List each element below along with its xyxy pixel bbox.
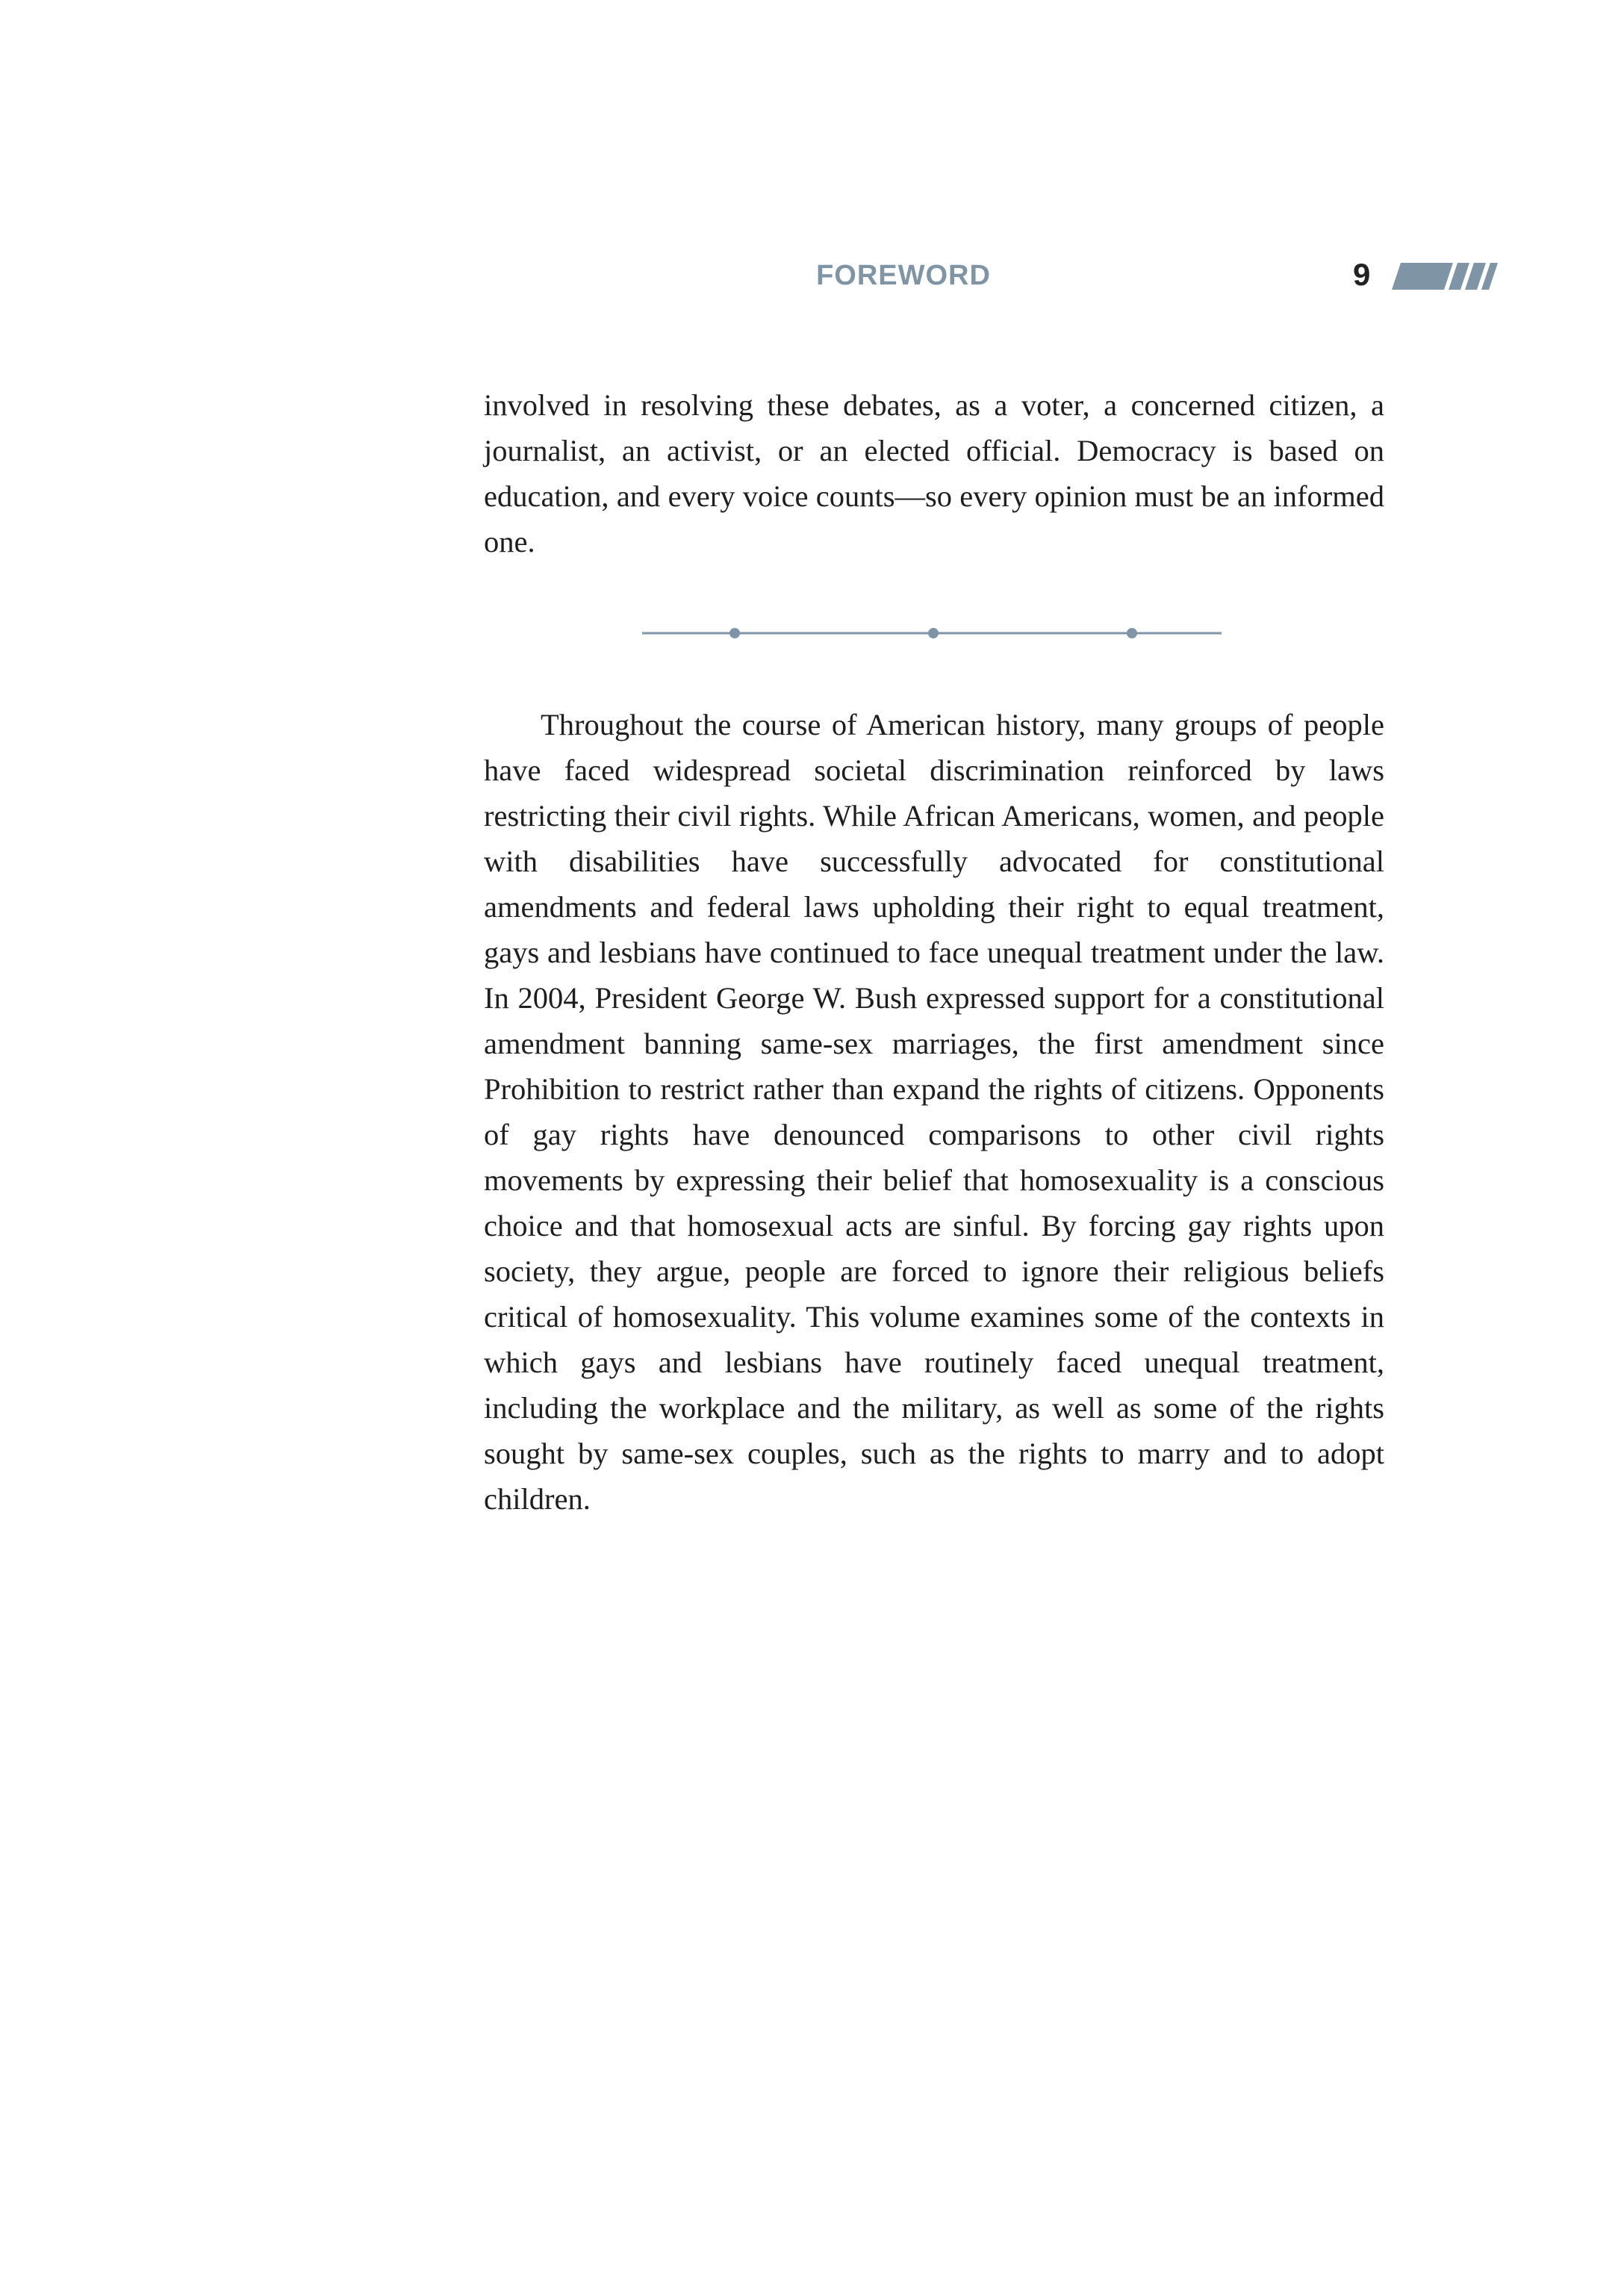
running-head-title: FOREWORD [816, 260, 991, 291]
page-number: 9 [1353, 257, 1371, 292]
section-break-ornament [642, 626, 1222, 641]
body-paragraph-2: Throughout the course of American history, many groups of people have faced widespread societal discrimination reinforced by laws restricting their civil rights. While African Americans, women, and people with disabilities have successfully advocated for constitutional amendments and federal laws upholding their right to equal treatment, gays and lesbians have continued to face unequal treatment under the law. In 2004, President George W. Bush expressed support for a constitutional amendment banning same-sex marriages, the first amendment since Prohibition to restrict rather than expand the rights of citizens. Opponents of gay rights have denounced comparisons to other civil rights movements by expressing their belief that homosexuality is a conscious choice and that homosexual acts are sinful. By forcing gay rights upon society, they argue, people are forced to ignore their religious beliefs critical of homosexuality. This volume examines some of the contexts in which gays and lesbians have routinely faced unequal treatment, including the workplace and the military, as well as some of the rights sought by same-sex couples, such as the rights to marry and to adopt children. [484, 708, 1384, 1516]
page-stripes-ornament [1390, 263, 1502, 290]
body-paragraph-1: involved in resolving these debates, as a voter, a concerned citizen, a journalist, an activist, or an elected official. Democracy is based on education, and every voice counts—so every opinion must be an informed one. [484, 388, 1384, 559]
